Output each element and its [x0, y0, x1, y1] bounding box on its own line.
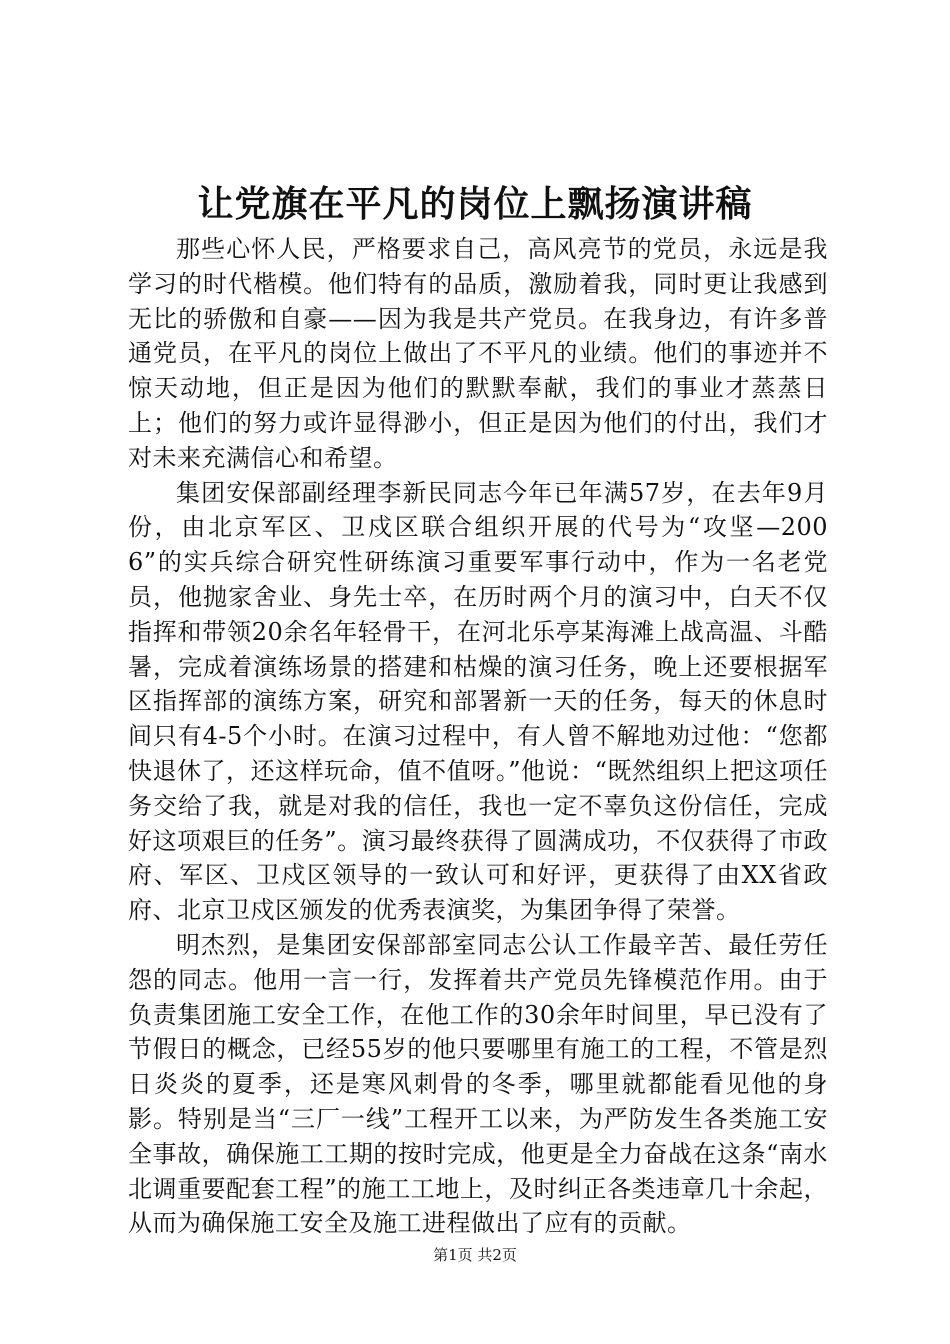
document-title: 让党旗在平凡的岗位上飘扬演讲稿 — [197, 183, 753, 225]
paragraph-1: 那些心怀人民，严格要求自己，高风亮节的党员，永远是我学习的时代楷模。他们特有的品质，激励着我，同时更让我感到无比的骄傲和自豪——因为我是共产党员。在我身边，有许多普通党员，在平凡的岗位上做出了不平凡的业绩。他们的事迹并不惊天动地，但正是因为他们的默默奉献，我们的事业才蒸蒸日上；他们的努力或许显得渺小，但正是因为他们的付出，我们才对未来充满信心和希望。 — [128, 235, 828, 472]
paragraph-2: 集团安保部副经理李新民同志今年已年满57岁，在去年9月份，由北京军区、卫戍区联合组织开展的代号为“攻坚—2006”的实兵综合研究性研练演习重要军事行动中，作为一名老党员，他抛家舍业、身先士卒，在历时两个月的演习中，白天不仅指挥和带领20余名年轻骨干，在河北乐亭某海滩上战高温、斗酷暑，完成着演练场景的搭建和枯燥的演习任务，晚上还要根据军区指挥部的演练方案，研究和部署新一天的任务，每天的休息时间只有4-5个小时。在演习过程中，有人曾不解地劝过他：“您都快退休了，还这样玩命，值不值呀。”他说：“既然组织上把这项任务交给了我，就是对我的信任，我也一定不辜负这份信任，完成好这项艰巨的任务”。演习最终获得了圆满成功，不仅获得了市政府、军区、卫戍区领导的一致认可和好评，更获得了由XX省政府、北京卫戍区颁发的优秀表演奖，为集团争得了荣誉。 — [128, 478, 828, 925]
paragraph-3: 明杰烈，是集团安保部部室同志公认工作最辛苦、最任劳任怨的同志。他用一言一行，发挥着共产党员先锋模范作用。由于负责集团施工安全工作，在他工作的30余年时间里，早已没有了节假日的概念，已经55岁的他只要哪里有施工的工程，不管是烈日炎炎的夏季，还是寒风刺骨的冬季，哪里就都能看见他的身影。特别是当“三厂一线”工程开工以来，为严防发生各类施工安全事故，确保施工工期的按时完成，他更是全力奋战在这条“南水北调重要配套工程”的施工工地上，及时纠正各类违章几十余起，从而为确保施工安全及施工进程做出了应有的贡献。 — [128, 930, 828, 1238]
document-body — [128, 232, 828, 1241]
page-footer: 第1页 共2页 — [433, 1246, 517, 1264]
